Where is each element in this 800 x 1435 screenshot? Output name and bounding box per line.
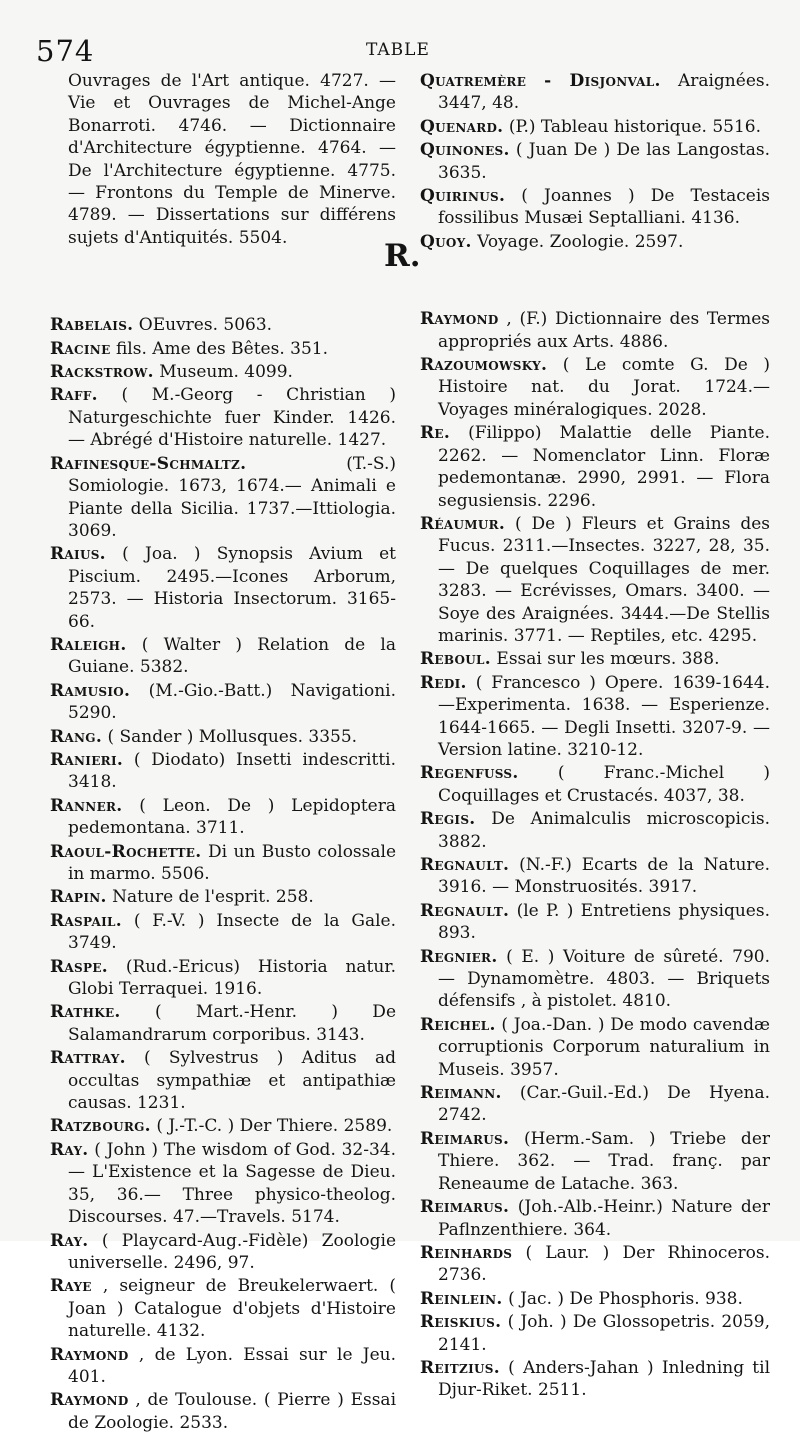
running-title: TABLE <box>366 40 430 60</box>
entry-author: Quoy. <box>420 231 472 252</box>
index-entry <box>420 672 770 762</box>
index-entry <box>420 900 770 945</box>
continuation-entry: Ouvrages de l'Art antique. 4727. — Vie et Ouvrages de Michel-Ange Bonarroti. 4746. — Dictionnaire d'Architecture égyptienne. 4764. — De l'Architecture égyptienne. 4775. — Frontons du Temple de Minerve. 4789. — Dissertations sur différens sujets d'Antiquités. 5504. <box>68 71 396 248</box>
entry-text: (M.-Gio.-Batt.) Navigationi. 5290. <box>68 680 396 724</box>
left-entry-list <box>50 314 396 1434</box>
entry-text: ( Joa.-Dan. ) De modo cavendæ corruptionis Corporum naturalium in Museis. 3957. <box>438 1014 770 1080</box>
entry-text: ( Sander ) Mollusques. 3355. <box>107 726 358 747</box>
entry-text: (Filippo) Malattie delle Piante. 2262. — Nomenclator Linn. Floræ pedemontanæ. 2990, 2991. — Flora segusiensis. 2296. <box>438 423 770 511</box>
entry-author: Raymond <box>420 309 499 330</box>
entry-text: ( E. ) Voiture de sûreté. 790. — Dynamomètre. 4803. — Briquets défensifs , à pistolet. 4810. <box>438 946 771 1012</box>
entry-text: ( Joannes ) De Testaceis fossilibus Musæi Septalliani. 4136. <box>438 186 770 229</box>
entry-text: Nature de l'esprit. 258. <box>112 887 314 908</box>
entry-author: Rattray. <box>50 1048 126 1069</box>
entry-author: Reinlein. <box>420 1288 503 1309</box>
entry-text: (T.-S.) Somiologie. 1673, 1674.— Animali e Piante della Sicilia. 1737.—Ittiologia. 3069. <box>68 453 396 541</box>
index-entry <box>50 1139 396 1229</box>
index-entry <box>50 795 396 840</box>
index-entry <box>50 543 396 633</box>
entry-author: Quirinus. <box>420 186 506 207</box>
entry-text: ( Playcard-Aug.-Fidèle) Zoologie universelle. 2496, 97. <box>68 1230 397 1273</box>
entry-author: Rafinesque-Schmaltz. <box>50 453 247 474</box>
entry-author: Razoumowsky. <box>420 355 548 376</box>
entry-author: Reinhards <box>420 1242 513 1263</box>
entry-text: ( Walter ) Relation de la Guiane. 5382. <box>68 634 396 678</box>
entry-text: (Joh.-Alb.-Heinr.) Nature der Paflnzenthiere. 364. <box>438 1197 770 1240</box>
right-column <box>420 70 770 1403</box>
index-entry <box>50 749 396 794</box>
right-entry-list <box>420 308 770 1402</box>
entry-text: ( Mart.-Henr. ) De Salamandrarum corporibus. 3143. <box>68 1002 396 1045</box>
entry-author: Raff. <box>50 385 98 406</box>
entry-text: ( Le comte G. De ) Histoire nat. du Jorat. 1724.— Voyages minéralogiques. 2028. <box>438 355 770 420</box>
section-letter: R. <box>384 238 421 274</box>
index-entry <box>50 910 396 955</box>
entry-author: Ray. <box>50 1230 89 1251</box>
index-entry <box>50 453 396 543</box>
entry-author: Raoul-Rochette. <box>50 841 202 862</box>
entry-author: Réaumur. <box>420 513 506 534</box>
entry-author: Ratzbourg. <box>50 1116 151 1137</box>
entry-text: OEuvres. 5063. <box>138 315 273 336</box>
index-entry <box>420 1196 770 1241</box>
entry-text: ( F.-V. ) Insecte de la Gale. 3749. <box>68 910 397 954</box>
entry-text: , de Toulouse. ( Pierre ) Essai de Zoologie. 2533. <box>68 1390 397 1433</box>
left-column <box>50 70 396 1435</box>
section-gap <box>50 250 396 314</box>
index-entry <box>420 648 770 670</box>
entry-text: ( Diodato) Insetti indescritti. 3418. <box>68 749 397 793</box>
index-entry <box>50 1001 396 1046</box>
entry-text: Araignées. 3447, 48. <box>438 71 771 114</box>
entry-author: Reimann. <box>420 1083 502 1104</box>
entry-author: Re. <box>420 423 451 444</box>
entry-author: Raspail. <box>50 910 122 931</box>
entry-text: (P.) Tableau historique. 5516. <box>508 116 762 137</box>
entry-text: Voyage. Zoologie. 2597. <box>477 231 684 252</box>
entry-text: , seigneur de Breukelerwaert. ( Joan ) Catalogue d'objets d'Histoire naturelle. 4132. <box>68 1276 396 1342</box>
entry-author: Redi. <box>420 672 467 693</box>
index-entry <box>420 1128 770 1195</box>
entry-text: , (F.) Dictionnaire des Termes appropriés aux Arts. 4886. <box>438 309 770 352</box>
index-entry <box>420 185 770 230</box>
entry-text: fils. Ame des Bêtes. 351. <box>115 338 329 359</box>
entry-text: ( Anders-Jahan ) Inledning til Djur-Riket. 2511. <box>438 1357 771 1401</box>
entry-author: Regnier. <box>420 946 498 967</box>
index-entry <box>50 314 396 336</box>
entry-text: ( M.-Georg - Christian ) Naturgeschichte fuer Kinder. 1426. — Abrégé d'Histoire naturelle. 1427. <box>68 385 396 451</box>
index-entry <box>50 1275 396 1342</box>
entry-author: Regnault. <box>420 855 510 875</box>
index-entry <box>50 634 396 679</box>
entry-author: Quinones. <box>420 140 510 161</box>
entry-author: Ranner. <box>50 795 123 816</box>
entry-author: Raye <box>50 1276 92 1297</box>
index-entry <box>50 1115 396 1137</box>
page-number: 574 <box>36 34 95 68</box>
index-entry <box>420 1357 770 1402</box>
index-entry <box>420 139 770 184</box>
entry-author: Quenard. <box>420 116 504 137</box>
entry-text: ( Jac. ) De Phosphoris. 938. <box>508 1288 743 1309</box>
entry-text: ( Francesco ) Opere. 1639-1644. —Experimenta. 1638. — Esperienze. 1644-1665. — Degli Insetti. 3207-9. — Version latine. 3210-12. <box>438 672 771 760</box>
index-entry <box>50 361 396 383</box>
index-entry <box>420 1311 770 1356</box>
index-entry <box>420 1082 770 1127</box>
entry-text: (Rud.-Ericus) Historia natur. Globi Terraquei. 1916. <box>68 956 397 1000</box>
entry-author: Raleigh. <box>50 634 127 655</box>
entry-author: Reboul. <box>420 649 492 670</box>
entry-author: Reitzius. <box>420 1357 500 1378</box>
index-entry <box>420 1014 770 1081</box>
index-entry <box>50 1230 396 1275</box>
index-entry <box>50 956 396 1001</box>
entry-author: Ranieri. <box>50 749 124 770</box>
entry-author: Rabelais. <box>50 315 134 336</box>
entry-author: Rathke. <box>50 1002 121 1023</box>
entry-text: Museum. 4099. <box>159 362 293 383</box>
entry-text: ( De ) Fleurs et Grains des Fucus. 2311.—Insectes. 3227, 28, 35. — De quelques Coquillages de mer. 3283. — Ecrévisses, Omars. 3400. — Soye des Araignées. 3444.—De Stellis marinis. 3771. — Reptiles, etc. 4295. <box>438 513 770 646</box>
entry-text: , de Lyon. Essai sur le Jeu. 401. <box>68 1344 397 1387</box>
entry-author: Racine <box>50 338 111 359</box>
entry-author: Ramusio. <box>50 680 131 701</box>
section-gap <box>420 254 770 308</box>
entry-author: Reichel. <box>420 1014 496 1035</box>
entry-text: (le P. ) Entretiens physiques. 893. <box>438 900 770 944</box>
index-entry <box>420 70 770 115</box>
index-entry <box>50 1047 396 1114</box>
index-entry <box>420 1288 770 1310</box>
entry-text: ( J.-T.-C. ) Der Thiere. 2589. <box>156 1116 393 1137</box>
index-entry <box>420 1242 770 1287</box>
entry-author: Regenfuss. <box>420 763 519 784</box>
entry-author: Reimarus. <box>420 1128 510 1149</box>
index-entry <box>50 1344 396 1389</box>
entry-author: Quatremère - Disjonval. <box>420 71 661 91</box>
entry-author: Rapin. <box>50 887 107 908</box>
entry-text: (Car.-Guil.-Ed.) De Hyena. 2742. <box>438 1083 770 1126</box>
index-entry <box>420 946 770 1013</box>
index-entry <box>420 762 770 807</box>
entry-author: Regis. <box>420 809 476 830</box>
entry-author: Raspe. <box>50 956 108 977</box>
q-entry-list <box>420 70 770 253</box>
index-entry <box>50 841 396 886</box>
index-entry <box>50 338 396 360</box>
entry-text: (Herm.-Sam. ) Triebe der Thiere. 362. — Trad. franç. par Reneaume de Latache. 363. <box>438 1128 771 1194</box>
entry-text: (N.-F.) Ecarts de la Nature. 3916. — Monstruosités. 3917. <box>438 855 771 898</box>
index-entry <box>420 231 770 253</box>
index-entry <box>50 384 396 451</box>
index-entry <box>50 1389 396 1434</box>
index-entry <box>420 513 770 647</box>
entry-author: Reimarus. <box>420 1197 510 1218</box>
index-entry <box>420 308 770 353</box>
index-entry <box>420 116 770 138</box>
entry-text: De Animalculis microscopicis. 3882. <box>438 809 771 852</box>
entry-text: ( Joh. ) De Glossopetris. 2059, 2141. <box>438 1312 770 1355</box>
index-entry <box>50 726 396 748</box>
entry-text: ( Sylvestrus ) Aditus ad occultas sympathiæ et antipathiæ causas. 1231. <box>68 1048 396 1114</box>
entry-text: ( Laur. ) Der Rhinoceros. 2736. <box>438 1242 770 1286</box>
entry-author: Regnault. <box>420 900 510 921</box>
entry-author: Ray. <box>50 1139 89 1160</box>
entry-text: Essai sur les mœurs. 388. <box>496 649 720 670</box>
entry-author: Reiskius. <box>420 1312 502 1333</box>
entry-text: ( Franc.-Michel ) Coquillages et Crustacés. 4037, 38. <box>438 763 771 806</box>
index-entry <box>50 886 396 908</box>
index-entry <box>420 354 770 421</box>
entry-author: Raymond <box>50 1344 129 1365</box>
entry-author: Raius. <box>50 544 106 565</box>
entry-text: ( Juan De ) De las Langostas. 3635. <box>438 140 770 183</box>
index-entry <box>420 808 770 853</box>
entry-text: ( John ) The wisdom of God. 32-34. — L'Existence et la Sagesse de Dieu. 35, 36.— Three physico-theolog. Discourses. 47.—Travels. 5174. <box>68 1139 396 1228</box>
index-entry <box>50 680 396 725</box>
index-entry <box>420 422 770 512</box>
entry-author: Rang. <box>50 726 103 747</box>
entry-text: ( Joa. ) Synopsis Avium et Piscium. 2495.—Icones Arborum, 2573. — Historia Insectorum. 3165-66. <box>68 544 396 632</box>
entry-text: Di un Busto colossale in marmo. 5506. <box>68 841 397 884</box>
entry-author: Raymond <box>50 1390 129 1411</box>
entry-text: ( Leon. De ) Lepidoptera pedemontana. 3711. <box>68 795 396 839</box>
index-entry <box>420 854 770 899</box>
entry-author: Rackstrow. <box>50 362 154 383</box>
